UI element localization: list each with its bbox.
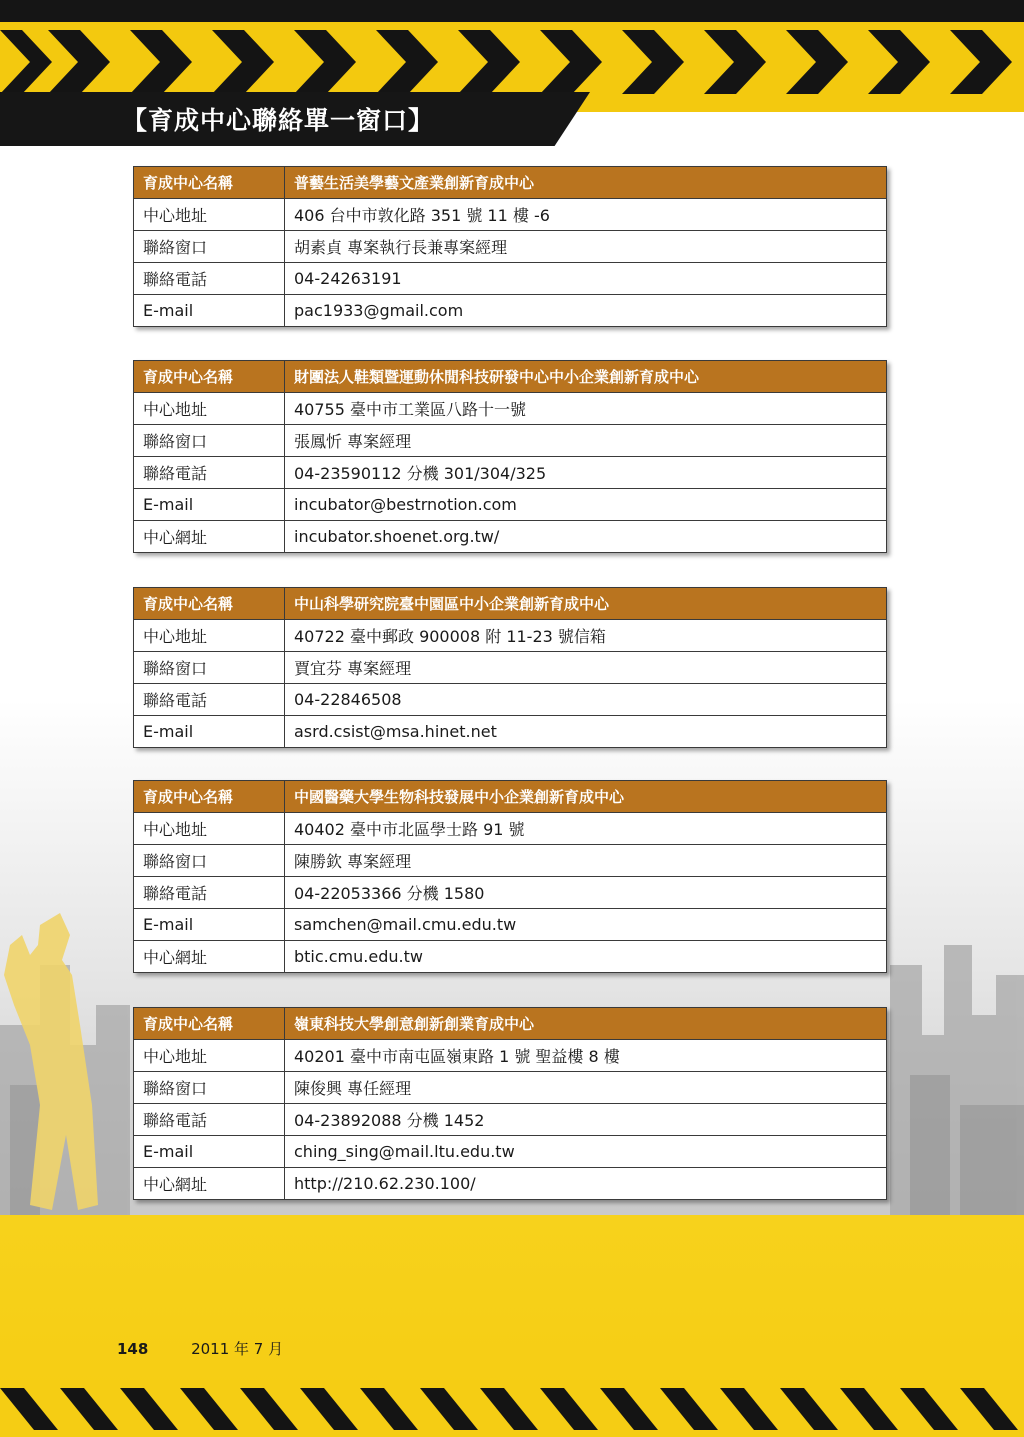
table-header-row [134,167,887,199]
page-number: 148 [117,1340,149,1358]
address-value: 40755 臺中市工業區八路十一號 [285,393,887,425]
address-value: 40722 臺中郵政 900008 附 11-23 號信箱 [285,620,887,652]
bottom-hazard-stripe-band [0,1380,1024,1437]
website-label: 中心網址 [134,1168,285,1200]
table-row [134,393,887,425]
page-title: 【育成中心聯絡單一窗口】 [122,106,435,135]
phone-label: 聯絡電話 [134,684,285,716]
center-name-label: 育成中心名稱 [134,588,285,620]
table-row [134,1040,887,1072]
table-row [134,652,887,684]
incubator-contact-table [133,1007,887,1200]
website-label: 中心網址 [134,941,285,973]
phone-value: 04-24263191 [285,263,887,295]
center-name-label: 育成中心名稱 [134,167,285,199]
center-name: 財團法人鞋類暨運動休閒科技研發中心中小企業創新育成中心 [285,361,887,393]
page-footer [117,1338,283,1359]
incubator-contact-table [133,587,887,748]
website-value[interactable]: incubator.shoenet.org.tw/ [285,521,887,553]
address-label: 中心地址 [134,813,285,845]
table-row [134,425,887,457]
address-value: 406 台中市敦化路 351 號 11 樓 -6 [285,199,887,231]
contact-value: 陳俊興 專任經理 [285,1072,887,1104]
table-row [134,684,887,716]
phone-label: 聯絡電話 [134,263,285,295]
table-row [134,877,887,909]
website-value[interactable]: btic.cmu.edu.tw [285,941,887,973]
contact-value: 張鳳忻 專案經理 [285,425,887,457]
center-name-label: 育成中心名稱 [134,781,285,813]
table-row [134,521,887,553]
center-name: 中山科學研究院臺中園區中小企業創新育成中心 [285,588,887,620]
table-row [134,263,887,295]
phone-value: 04-23590112 分機 301/304/325 [285,457,887,489]
table-row [134,716,887,748]
center-name-label: 育成中心名稱 [134,361,285,393]
table-row [134,941,887,973]
phone-value: 04-22846508 [285,684,887,716]
table-header-row [134,588,887,620]
table-row [134,457,887,489]
email-value[interactable]: samchen@mail.cmu.edu.tw [285,909,887,941]
phone-label: 聯絡電話 [134,1104,285,1136]
table-row [134,1168,887,1200]
phone-label: 聯絡電話 [134,457,285,489]
phone-value: 04-23892088 分機 1452 [285,1104,887,1136]
address-label: 中心地址 [134,620,285,652]
center-name: 嶺東科技大學創意創新創業育成中心 [285,1008,887,1040]
table-header-row [134,361,887,393]
issue-date: 2011 年 7 月 [191,1340,284,1358]
email-label: E-mail [134,909,285,941]
table-row [134,909,887,941]
website-value[interactable]: http://210.62.230.100/ [285,1168,887,1200]
contact-label: 聯絡窗口 [134,425,285,457]
table-header-row [134,781,887,813]
center-name: 中國醫藥大學生物科技發展中小企業創新育成中心 [285,781,887,813]
contact-label: 聯絡窗口 [134,845,285,877]
incubator-contact-table [133,166,887,327]
email-label: E-mail [134,1136,285,1168]
address-label: 中心地址 [134,393,285,425]
contact-value: 陳勝欽 專案經理 [285,845,887,877]
center-name: 普藝生活美學藝文產業創新育成中心 [285,167,887,199]
phone-value: 04-22053366 分機 1580 [285,877,887,909]
address-value: 40402 臺中市北區學士路 91 號 [285,813,887,845]
table-row [134,489,887,521]
incubator-contact-table [133,780,887,973]
table-row [134,813,887,845]
table-row [134,620,887,652]
phone-label: 聯絡電話 [134,877,285,909]
table-row [134,1136,887,1168]
contact-label: 聯絡窗口 [134,1072,285,1104]
email-label: E-mail [134,716,285,748]
contact-label: 聯絡窗口 [134,652,285,684]
website-label: 中心網址 [134,521,285,553]
address-label: 中心地址 [134,1040,285,1072]
center-name-label: 育成中心名稱 [134,1008,285,1040]
email-value: pac1933@gmail.com [285,295,887,327]
table-row [134,231,887,263]
table-row [134,1104,887,1136]
table-row [134,199,887,231]
table-row [134,845,887,877]
email-value[interactable]: asrd.csist@msa.hinet.net [285,716,887,748]
incubator-contact-table [133,360,887,553]
address-value: 40201 臺中市南屯區嶺東路 1 號 聖益樓 8 樓 [285,1040,887,1072]
table-row [134,295,887,327]
email-value[interactable]: ching_sing@mail.ltu.edu.tw [285,1136,887,1168]
address-label: 中心地址 [134,199,285,231]
table-row [134,1072,887,1104]
email-label: E-mail [134,489,285,521]
email-value[interactable]: incubator@bestrnotion.com [285,489,887,521]
table-header-row [134,1008,887,1040]
contact-value: 胡素貞 專案執行長兼專案經理 [285,231,887,263]
contact-label: 聯絡窗口 [134,231,285,263]
email-label: E-mail [134,295,285,327]
contact-value: 賈宜芬 專案經理 [285,652,887,684]
